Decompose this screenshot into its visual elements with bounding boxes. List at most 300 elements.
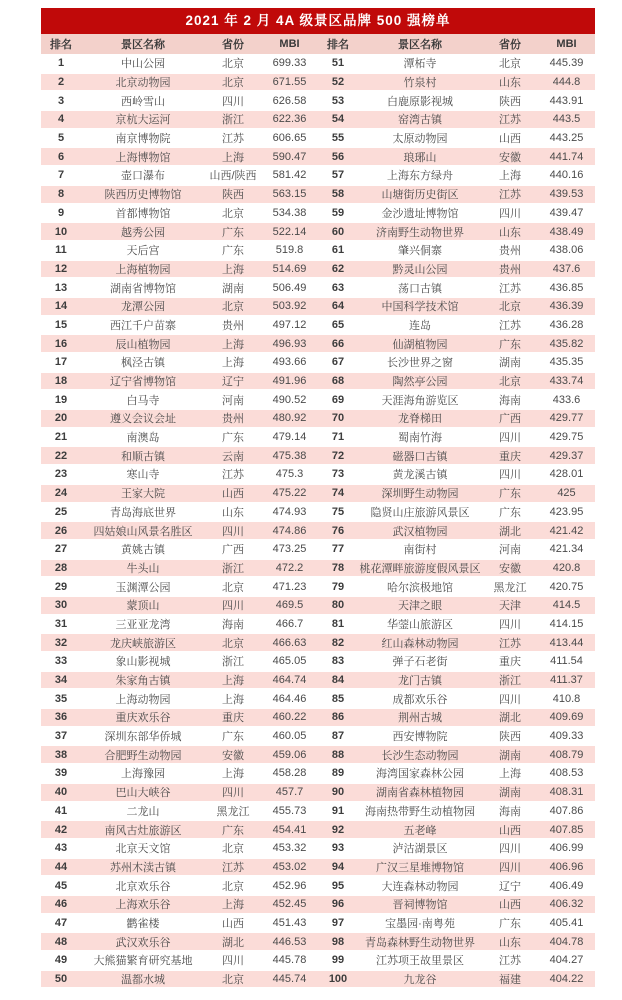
table-row	[41, 260, 318, 279]
rank-cell: 13	[54, 281, 68, 294]
name-cell: 越秀公园	[121, 226, 165, 239]
province-cell: 四川	[499, 693, 521, 706]
mbi-cell: 490.52	[272, 393, 307, 406]
table-row	[318, 222, 595, 241]
province-cell: 浙江	[222, 114, 244, 127]
table-row	[318, 708, 595, 727]
table-body-right	[318, 54, 595, 988]
province-cell: 北京	[222, 581, 244, 594]
table-row	[41, 521, 318, 540]
table-row	[41, 91, 318, 110]
mbi-cell: 425	[557, 487, 576, 500]
table-row	[41, 503, 318, 522]
name-cell: 辽宁省博物馆	[110, 376, 176, 389]
rank-cell: 83	[331, 655, 345, 668]
province-cell: 北京	[222, 843, 244, 856]
table-row	[41, 73, 318, 92]
mbi-cell: 404.78	[549, 935, 584, 948]
rank-cell: 33	[54, 655, 68, 668]
table-row	[318, 503, 595, 522]
name-cell: 成都欢乐谷	[392, 693, 448, 706]
mbi-cell: 435.35	[549, 356, 584, 369]
mbi-cell: 406.96	[549, 860, 584, 873]
mbi-cell: 671.55	[272, 76, 307, 89]
table-row	[318, 353, 595, 372]
table-row	[318, 297, 595, 316]
rank-cell: 60	[331, 225, 345, 238]
name-cell: 天津之眼	[398, 600, 442, 613]
name-cell: 西岭雪山	[121, 95, 165, 108]
table-row	[41, 446, 318, 465]
table-row	[41, 484, 318, 503]
table-row	[41, 820, 318, 839]
rank-cell: 36	[54, 711, 68, 724]
name-cell: 海南热带野生动植物园	[365, 805, 475, 818]
table-row	[41, 316, 318, 335]
province-cell: 四川	[222, 600, 244, 613]
name-cell: 白鹿原影视城	[387, 95, 453, 108]
rank-cell: 31	[54, 617, 68, 630]
province-cell: 浙江	[222, 562, 244, 575]
mbi-cell: 475.22	[272, 487, 307, 500]
rank-cell: 98	[331, 935, 345, 948]
column-header-province: 省份	[222, 39, 244, 51]
name-cell: 中国科学技术馆	[381, 301, 459, 314]
rank-cell: 6	[57, 150, 65, 163]
name-cell: 琅琊山	[403, 151, 437, 164]
name-cell: 黔灵山公园	[392, 263, 448, 276]
rank-cell: 93	[331, 842, 345, 855]
name-cell: 青岛森林野生动物世界	[365, 936, 475, 949]
name-cell: 龙潭公园	[121, 301, 165, 314]
table-row	[318, 260, 595, 279]
rank-cell: 92	[331, 823, 345, 836]
province-cell: 浙江	[499, 675, 521, 688]
mbi-cell: 433.6	[552, 393, 581, 406]
mbi-cell: 406.49	[549, 879, 584, 892]
province-cell: 江苏	[222, 861, 244, 874]
rank-cell: 72	[331, 449, 345, 462]
rank-cell: 77	[331, 543, 345, 556]
column-header-province: 省份	[499, 39, 521, 51]
name-cell: 重庆欢乐谷	[115, 712, 171, 725]
rank-cell: 37	[54, 730, 68, 743]
mbi-cell: 493.66	[272, 356, 307, 369]
tables-container	[41, 34, 595, 988]
name-cell: 长沙生态动物园	[381, 749, 459, 762]
mbi-cell: 439.53	[549, 188, 584, 201]
name-cell: 龙庆峡旅游区	[110, 637, 176, 650]
mbi-cell: 474.93	[272, 505, 307, 518]
name-cell: 上海欢乐谷	[115, 899, 171, 912]
name-cell: 三亚亚龙湾	[115, 618, 171, 631]
table-row	[41, 297, 318, 316]
name-cell: 仙湖植物园	[392, 338, 448, 351]
table-row	[41, 409, 318, 428]
mbi-cell: 622.36	[272, 113, 307, 126]
mbi-cell: 443.25	[549, 132, 584, 145]
rank-cell: 38	[54, 748, 68, 761]
province-cell: 安徽	[499, 562, 521, 575]
name-cell: 朱家角古镇	[115, 675, 171, 688]
mbi-cell: 414.15	[549, 617, 584, 630]
mbi-cell: 436.85	[549, 281, 584, 294]
rank-cell: 18	[54, 375, 68, 388]
mbi-cell: 455.73	[272, 804, 307, 817]
mbi-cell: 407.85	[549, 823, 584, 836]
column-header-name: 景区名称	[121, 39, 165, 51]
mbi-cell: 420.75	[549, 580, 584, 593]
province-cell: 广东	[499, 506, 521, 519]
province-cell: 北京	[499, 376, 521, 389]
rank-cell: 65	[331, 318, 345, 331]
mbi-cell: 460.05	[272, 730, 307, 743]
rank-cell: 74	[331, 487, 345, 500]
rank-cell: 99	[331, 954, 345, 967]
province-cell: 广东	[222, 824, 244, 837]
mbi-cell: 497.12	[272, 318, 307, 331]
name-cell: 上海东方绿舟	[387, 170, 453, 183]
rank-cell: 19	[54, 393, 68, 406]
mbi-cell: 404.27	[549, 954, 584, 967]
table-row	[318, 409, 595, 428]
mbi-cell: 443.5	[552, 113, 581, 126]
table-row	[318, 316, 595, 335]
name-cell: 合肥野生动物园	[104, 749, 182, 762]
name-cell: 龙脊梯田	[398, 413, 442, 426]
rank-cell: 29	[54, 580, 68, 593]
ranking-sheet	[41, 8, 595, 988]
rank-cell: 49	[54, 954, 68, 967]
rank-cell: 9	[57, 206, 65, 219]
column-header-rank: 排名	[327, 39, 349, 51]
name-cell: 黄姚古镇	[121, 544, 165, 557]
mbi-cell: 407.86	[549, 804, 584, 817]
rank-cell: 27	[54, 543, 68, 556]
mbi-cell: 514.69	[272, 262, 307, 275]
mbi-cell: 428.01	[549, 468, 584, 481]
rank-cell: 79	[331, 580, 345, 593]
table-row	[318, 428, 595, 447]
name-cell: 南京博物院	[115, 133, 171, 146]
table-row	[41, 353, 318, 372]
table-row	[41, 54, 318, 73]
rank-cell: 32	[54, 636, 68, 649]
rank-cell: 95	[331, 879, 345, 892]
table-row	[318, 671, 595, 690]
mbi-cell: 451.43	[272, 916, 307, 929]
mbi-cell: 563.15	[272, 188, 307, 201]
rank-cell: 63	[331, 281, 345, 294]
name-cell: 青岛海底世界	[110, 506, 176, 519]
name-cell: 金沙遗址博物馆	[381, 207, 459, 220]
mbi-cell: 421.34	[549, 543, 584, 556]
province-cell: 江苏	[499, 282, 521, 295]
mbi-cell: 437.6	[552, 262, 581, 275]
rank-cell: 84	[331, 674, 345, 687]
name-cell: 九龙谷	[403, 974, 437, 987]
province-cell: 北京	[222, 207, 244, 220]
rank-cell: 48	[54, 935, 68, 948]
table-row	[318, 633, 595, 652]
name-cell: 五老峰	[403, 824, 437, 837]
name-cell: 白马寺	[126, 394, 160, 407]
province-cell: 山西/陕西	[209, 170, 257, 183]
province-cell: 海南	[222, 618, 244, 631]
name-cell: 深圳野生动物园	[381, 488, 459, 501]
table-row	[318, 615, 595, 634]
province-cell: 上海	[222, 357, 244, 370]
name-cell: 黄龙溪古镇	[392, 469, 448, 482]
name-cell: 哈尔滨极地馆	[387, 581, 453, 594]
mbi-cell: 421.42	[549, 524, 584, 537]
province-cell: 上海	[499, 768, 521, 781]
name-cell: 红山森林动物园	[381, 637, 459, 650]
table-row	[318, 596, 595, 615]
rank-cell: 15	[54, 318, 68, 331]
name-cell: 潭柘寺	[403, 58, 437, 71]
province-cell: 海南	[499, 394, 521, 407]
name-cell: 首都博物馆	[115, 207, 171, 220]
province-cell: 四川	[499, 432, 521, 445]
rank-cell: 34	[54, 674, 68, 687]
mbi-cell: 453.02	[272, 860, 307, 873]
name-cell: 弹子石老街	[392, 656, 448, 669]
rank-cell: 55	[331, 132, 345, 145]
table-row	[41, 858, 318, 877]
province-cell: 广东	[222, 731, 244, 744]
table-row	[41, 633, 318, 652]
name-cell: 江苏项王故里景区	[376, 955, 464, 968]
mbi-cell: 459.06	[272, 748, 307, 761]
mbi-cell: 411.37	[550, 674, 583, 687]
mbi-cell: 503.92	[272, 300, 307, 313]
mbi-cell: 413.44	[549, 636, 584, 649]
province-cell: 上海	[222, 899, 244, 912]
rank-cell: 94	[331, 860, 345, 873]
table-row	[41, 839, 318, 858]
province-cell: 北京	[222, 301, 244, 314]
mbi-cell: 411.54	[550, 655, 583, 668]
mbi-cell: 444.8	[552, 76, 581, 89]
mbi-cell: 469.5	[275, 599, 304, 612]
rank-cell: 45	[54, 879, 68, 892]
table-row	[318, 185, 595, 204]
province-cell: 广东	[499, 917, 521, 930]
table-row	[318, 559, 595, 578]
name-cell: 寒山寺	[126, 469, 160, 482]
province-cell: 贵州	[499, 245, 521, 258]
mbi-cell: 699.33	[272, 57, 307, 70]
province-cell: 陕西	[222, 189, 244, 202]
mbi-cell: 410.8	[552, 692, 581, 705]
table-row	[41, 970, 318, 989]
rank-cell: 78	[331, 561, 345, 574]
province-cell: 北京	[222, 58, 244, 71]
rank-cell: 50	[54, 973, 68, 986]
table-row	[41, 372, 318, 391]
rank-cell: 3	[57, 94, 65, 107]
mbi-cell: 480.92	[272, 412, 307, 425]
table-header	[41, 34, 318, 54]
rank-cell: 89	[331, 767, 345, 780]
rank-cell: 61	[331, 244, 345, 257]
name-cell: 玉渊潭公园	[115, 581, 171, 594]
table-row	[318, 54, 595, 73]
mbi-cell: 473.25	[272, 543, 307, 556]
mbi-cell: 429.77	[549, 412, 584, 425]
table-body-left	[41, 54, 318, 988]
mbi-cell: 439.47	[549, 206, 584, 219]
table-row	[41, 764, 318, 783]
province-cell: 北京	[499, 301, 521, 314]
name-cell: 武汉植物园	[392, 525, 448, 538]
mbi-cell: 406.99	[549, 842, 584, 855]
table-row	[41, 166, 318, 185]
rank-cell: 47	[54, 916, 68, 929]
province-cell: 山西	[499, 899, 521, 912]
name-cell: 山塘街历史街区	[381, 189, 459, 202]
table-row	[41, 465, 318, 484]
column-header-mbi: MBI	[556, 38, 577, 50]
name-cell: 晋祠博物馆	[392, 899, 448, 912]
province-cell: 江苏	[499, 955, 521, 968]
table-row	[318, 577, 595, 596]
mbi-cell: 408.79	[549, 748, 584, 761]
mbi-cell: 433.74	[549, 375, 584, 388]
rank-cell: 100	[328, 973, 348, 986]
province-cell: 湖北	[222, 936, 244, 949]
province-cell: 北京	[222, 974, 244, 987]
rank-cell: 8	[57, 188, 65, 201]
table-row	[318, 166, 595, 185]
mbi-cell: 626.58	[272, 94, 307, 107]
province-cell: 四川	[222, 955, 244, 968]
mbi-cell: 414.5	[552, 599, 581, 612]
mbi-cell: 445.39	[549, 57, 584, 70]
rank-cell: 91	[331, 804, 345, 817]
name-cell: 二龙山	[126, 805, 160, 818]
name-cell: 巴山大峡谷	[115, 787, 171, 800]
mbi-cell: 423.95	[549, 505, 584, 518]
table-row	[41, 596, 318, 615]
name-cell: 海湾国家森林公园	[376, 768, 464, 781]
table-row	[41, 110, 318, 129]
table-row	[318, 540, 595, 559]
rank-cell: 76	[331, 524, 345, 537]
name-cell: 中山公园	[121, 58, 165, 71]
rank-cell: 21	[54, 431, 68, 444]
province-cell: 湖南	[499, 749, 521, 762]
mbi-cell: 464.74	[272, 674, 307, 687]
name-cell: 北京动物园	[115, 77, 171, 90]
province-cell: 辽宁	[222, 376, 244, 389]
table-row	[318, 783, 595, 802]
mbi-cell: 479.14	[272, 431, 307, 444]
name-cell: 磁器口古镇	[392, 450, 448, 463]
rank-cell: 12	[54, 262, 68, 275]
province-cell: 安徽	[222, 749, 244, 762]
rank-cell: 66	[331, 337, 345, 350]
province-cell: 广东	[222, 226, 244, 239]
name-cell: 大熊猫繁育研究基地	[93, 955, 193, 968]
mbi-cell: 475.3	[275, 468, 304, 481]
table-row	[318, 914, 595, 933]
ranking-table-left	[41, 34, 318, 988]
rank-cell: 88	[331, 748, 345, 761]
province-cell: 重庆	[499, 656, 521, 669]
table-row	[318, 334, 595, 353]
province-cell: 江苏	[222, 469, 244, 482]
mbi-cell: 441.74	[549, 150, 584, 163]
table-row	[318, 241, 595, 260]
column-header-mbi: MBI	[279, 38, 300, 50]
province-cell: 上海	[222, 263, 244, 276]
table-row	[41, 802, 318, 821]
table-row	[318, 147, 595, 166]
mbi-cell: 519.8	[275, 244, 304, 257]
rank-cell: 82	[331, 636, 345, 649]
table-row	[41, 241, 318, 260]
rank-cell: 51	[331, 57, 345, 70]
table-row	[318, 764, 595, 783]
rank-cell: 97	[331, 916, 345, 929]
province-cell: 重庆	[499, 450, 521, 463]
province-cell: 上海	[499, 170, 521, 183]
name-cell: 北京天文馆	[115, 843, 171, 856]
name-cell: 竹泉村	[403, 77, 437, 90]
mbi-cell: 405.41	[549, 916, 584, 929]
name-cell: 枫泾古镇	[121, 357, 165, 370]
name-cell: 北京欢乐谷	[115, 880, 171, 893]
name-cell: 上海植物园	[115, 263, 171, 276]
table-row	[41, 727, 318, 746]
province-cell: 山东	[499, 936, 521, 949]
mbi-cell: 460.22	[272, 711, 307, 724]
name-cell: 南澳岛	[126, 432, 160, 445]
rank-cell: 57	[331, 169, 345, 182]
mbi-cell: 581.42	[272, 169, 307, 182]
table-row	[318, 970, 595, 989]
province-cell: 四川	[499, 843, 521, 856]
rank-cell: 58	[331, 188, 345, 201]
table-row	[41, 895, 318, 914]
mbi-cell: 472.2	[275, 561, 304, 574]
name-cell: 华蓥山旅游区	[387, 618, 453, 631]
province-cell: 上海	[222, 338, 244, 351]
province-cell: 广东	[222, 432, 244, 445]
rank-cell: 14	[54, 300, 68, 313]
table-row	[318, 876, 595, 895]
rank-cell: 59	[331, 206, 345, 219]
name-cell: 象山影视城	[115, 656, 171, 669]
table-row	[41, 932, 318, 951]
table-row	[318, 727, 595, 746]
name-cell: 辰山植物园	[115, 338, 171, 351]
table-row	[318, 390, 595, 409]
mbi-cell: 408.31	[549, 786, 584, 799]
mbi-cell: 409.33	[549, 730, 584, 743]
table-row	[41, 708, 318, 727]
province-cell: 四川	[222, 95, 244, 108]
mbi-cell: 606.65	[272, 132, 307, 145]
province-cell: 贵州	[222, 319, 244, 332]
name-cell: 王家大院	[121, 488, 165, 501]
mbi-cell: 445.78	[272, 954, 307, 967]
province-cell: 湖南	[222, 282, 244, 295]
rank-cell: 68	[331, 375, 345, 388]
rank-cell: 42	[54, 823, 68, 836]
